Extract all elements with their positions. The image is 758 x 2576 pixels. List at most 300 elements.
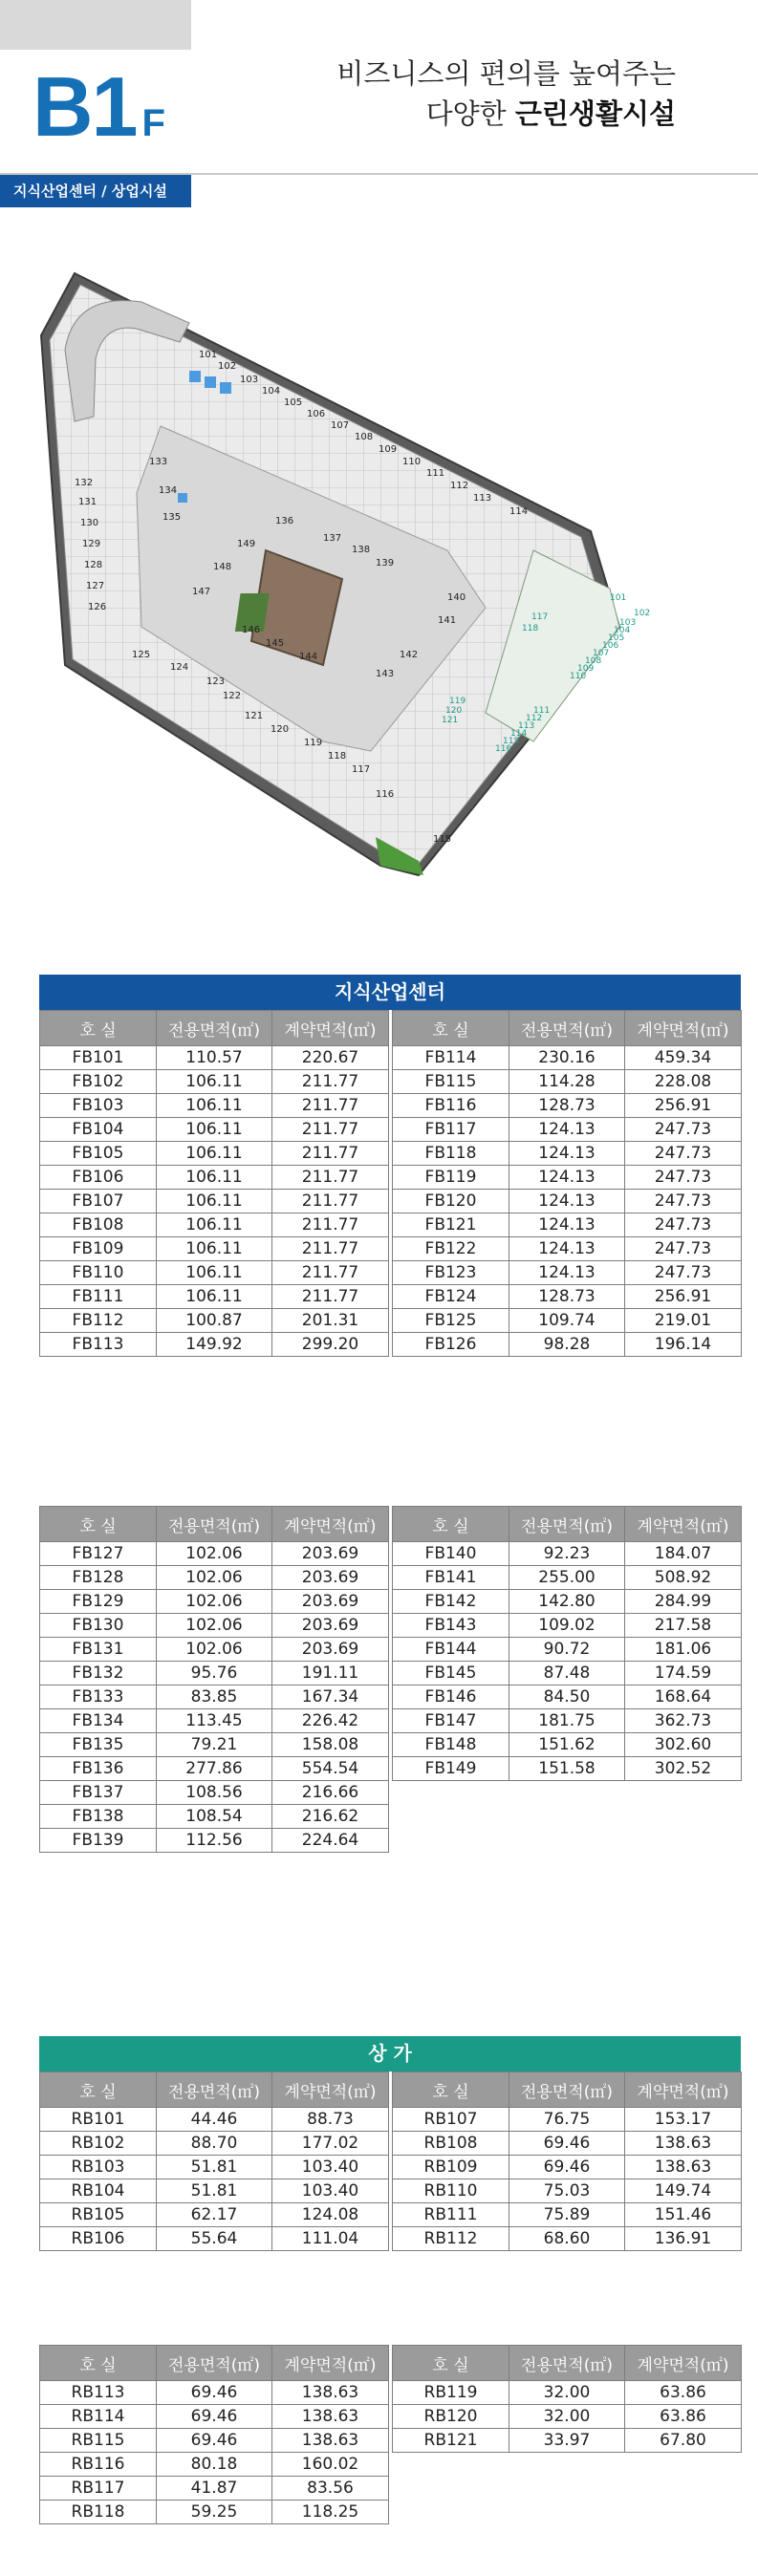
col-header-contract-area: 계약면적(㎡) <box>272 1507 389 1542</box>
unit-cell: RB117 <box>40 2477 157 2501</box>
unit-cell: RB109 <box>393 2156 509 2179</box>
table-row <box>40 1805 389 1829</box>
contract-area-cell: 508.92 <box>625 1566 742 1590</box>
unit-cell: FB144 <box>393 1638 509 1662</box>
table-row <box>393 1166 742 1190</box>
unit-label: 112 <box>450 481 469 491</box>
contract-area-cell: 151.46 <box>625 2203 742 2227</box>
contract-area-cell: 211.77 <box>272 1237 389 1261</box>
unit-label: 142 <box>400 650 419 660</box>
unit-label: 134 <box>159 485 178 496</box>
col-header-exclusive-area: 전용면적(㎡) <box>509 2072 625 2108</box>
contract-area-cell: 217.58 <box>625 1614 742 1638</box>
unit-cell: FB133 <box>40 1685 157 1709</box>
table-row <box>393 1333 742 1357</box>
unit-label: 135 <box>162 512 182 523</box>
unit-cell: FB135 <box>40 1733 157 1757</box>
unit-label: 143 <box>376 669 395 679</box>
unit-label: 141 <box>438 615 457 626</box>
col-header-unit: 호 실 <box>393 1507 509 1542</box>
contract-area-cell: 138.63 <box>625 2132 742 2156</box>
unit-label: 140 <box>447 592 466 603</box>
table-row <box>40 1590 389 1614</box>
exclusive-area-cell: 113.45 <box>157 1709 272 1733</box>
unit-cell: FB123 <box>393 1261 509 1285</box>
contract-area-cell: 247.73 <box>625 1190 742 1213</box>
exclusive-area-cell: 128.73 <box>509 1285 625 1309</box>
retail-label: 118 <box>522 624 539 633</box>
contract-area-cell: 136.91 <box>625 2227 742 2251</box>
unit-label: 136 <box>275 516 294 526</box>
table-row <box>40 1142 389 1166</box>
table-row <box>393 2108 742 2132</box>
unit-label: 131 <box>78 497 97 507</box>
table-row <box>40 2203 389 2227</box>
table-row <box>393 1709 742 1733</box>
table-row <box>393 2132 742 2156</box>
unit-cell: FB113 <box>40 1333 157 1357</box>
col-header-exclusive-area: 전용면적(㎡) <box>509 1507 625 1542</box>
unit-label: 126 <box>88 602 107 612</box>
unit-cell: FB125 <box>393 1309 509 1333</box>
contract-area-cell: 247.73 <box>625 1261 742 1285</box>
unit-cell: FB148 <box>393 1733 509 1757</box>
unit-cell: RB121 <box>393 2429 509 2453</box>
exclusive-area-cell: 69.46 <box>157 2429 272 2453</box>
unit-cell: FB114 <box>393 1046 509 1070</box>
table-row <box>40 2453 389 2477</box>
retail-label: 101 <box>610 593 627 603</box>
contract-area-cell: 247.73 <box>625 1237 742 1261</box>
exclusive-area-cell: 230.16 <box>509 1046 625 1070</box>
exclusive-area-cell: 79.21 <box>157 1733 272 1757</box>
exclusive-area-cell: 108.54 <box>157 1805 272 1829</box>
table-row <box>393 1237 742 1261</box>
table-row <box>40 1309 389 1333</box>
contract-area-cell: 160.02 <box>272 2453 389 2477</box>
table-row <box>40 1829 389 1853</box>
table-row <box>393 2179 742 2203</box>
contract-area-cell: 284.99 <box>625 1590 742 1614</box>
retail-label: 114 <box>510 729 528 739</box>
unit-cell: RB110 <box>393 2179 509 2203</box>
unit-cell: FB117 <box>393 1118 509 1142</box>
unit-cell: FB137 <box>40 1781 157 1805</box>
contract-area-cell: 63.86 <box>625 2405 742 2429</box>
exclusive-area-cell: 181.75 <box>509 1709 625 1733</box>
table-row <box>40 1638 389 1662</box>
retail-table-1-left <box>39 2072 389 2251</box>
exclusive-area-cell: 124.13 <box>509 1190 625 1213</box>
table-row <box>40 2227 389 2251</box>
exclusive-area-cell: 95.76 <box>157 1662 272 1685</box>
contract-area-cell: 181.06 <box>625 1638 742 1662</box>
unit-label: 122 <box>223 691 242 701</box>
contract-area-cell: 554.54 <box>272 1757 389 1781</box>
contract-area-cell: 302.60 <box>625 1733 742 1757</box>
contract-area-cell: 153.17 <box>625 2108 742 2132</box>
contract-area-cell: 191.11 <box>272 1662 389 1685</box>
unit-cell: FB112 <box>40 1309 157 1333</box>
exclusive-area-cell: 142.80 <box>509 1590 625 1614</box>
table-row <box>393 1046 742 1070</box>
table-row <box>393 1190 742 1213</box>
exclusive-area-cell: 51.81 <box>157 2179 272 2203</box>
unit-cell: RB104 <box>40 2179 157 2203</box>
table-row <box>393 2227 742 2251</box>
retail-label: 121 <box>442 716 459 725</box>
table-row <box>40 1094 389 1118</box>
table-row <box>40 1781 389 1805</box>
table-row <box>40 1709 389 1733</box>
unit-cell: RB112 <box>393 2227 509 2251</box>
exclusive-area-cell: 32.00 <box>509 2381 625 2405</box>
exclusive-area-cell: 124.13 <box>509 1213 625 1237</box>
exclusive-area-cell: 90.72 <box>509 1638 625 1662</box>
retail-label: 102 <box>634 609 651 618</box>
unit-cell: FB118 <box>393 1142 509 1166</box>
exclusive-area-cell: 69.46 <box>157 2405 272 2429</box>
col-header-unit: 호 실 <box>40 1507 157 1542</box>
table-row <box>40 1285 389 1309</box>
unit-label: 128 <box>84 560 103 570</box>
contract-area-cell: 138.63 <box>272 2381 389 2405</box>
category-badge: 지식산업센터 / 상업시설 <box>0 175 191 207</box>
table-row <box>393 2429 742 2453</box>
unit-label: 116 <box>376 789 395 800</box>
table-row <box>40 2477 389 2501</box>
exclusive-area-cell: 76.75 <box>509 2108 625 2132</box>
exclusive-area-cell: 102.06 <box>157 1638 272 1662</box>
contract-area-cell: 118.25 <box>272 2501 389 2524</box>
exclusive-area-cell: 106.11 <box>157 1070 272 1094</box>
retail-label: 117 <box>531 612 549 622</box>
unit-cell: FB102 <box>40 1070 157 1094</box>
unit-cell: FB140 <box>393 1542 509 1566</box>
contract-area-cell: 138.63 <box>625 2156 742 2179</box>
unit-cell: FB105 <box>40 1142 157 1166</box>
exclusive-area-cell: 106.11 <box>157 1237 272 1261</box>
unit-label: 121 <box>245 711 264 721</box>
table-row <box>40 1261 389 1285</box>
unit-label: 103 <box>240 375 259 385</box>
retail-label: 115 <box>503 737 520 746</box>
retail-label: 105 <box>608 633 625 643</box>
exclusive-area-cell: 106.11 <box>157 1285 272 1309</box>
contract-area-cell: 63.86 <box>625 2381 742 2405</box>
table-row <box>393 1733 742 1757</box>
exclusive-area-cell: 98.28 <box>509 1333 625 1357</box>
unit-cell: FB146 <box>393 1685 509 1709</box>
retail-label: 108 <box>585 656 602 666</box>
table-row <box>40 1614 389 1638</box>
unit-cell: RB106 <box>40 2227 157 2251</box>
exclusive-area-cell: 124.13 <box>509 1237 625 1261</box>
exclusive-area-cell: 112.56 <box>157 1829 272 1853</box>
col-header-exclusive-area: 전용면적(㎡) <box>509 2346 625 2381</box>
exclusive-area-cell: 106.11 <box>157 1094 272 1118</box>
exclusive-area-cell: 128.73 <box>509 1094 625 1118</box>
table-row <box>393 1614 742 1638</box>
table-row <box>393 1094 742 1118</box>
table-row <box>393 1118 742 1142</box>
table-row <box>393 1542 742 1566</box>
contract-area-cell: 167.34 <box>272 1685 389 1709</box>
exclusive-area-cell: 102.06 <box>157 1590 272 1614</box>
table-row <box>40 1685 389 1709</box>
retail-label: 120 <box>445 706 463 716</box>
unit-label: 118 <box>328 751 347 762</box>
exclusive-area-cell: 55.64 <box>157 2227 272 2251</box>
table-row <box>393 1070 742 1094</box>
table-row <box>393 1590 742 1614</box>
table-row <box>393 1685 742 1709</box>
contract-area-cell: 201.31 <box>272 1309 389 1333</box>
unit-label: 146 <box>242 625 261 635</box>
col-header-exclusive-area: 전용면적(㎡) <box>157 2072 272 2108</box>
unit-label: 109 <box>379 444 398 455</box>
unit-cell: FB110 <box>40 1261 157 1285</box>
contract-area-cell: 88.73 <box>272 2108 389 2132</box>
col-header-contract-area: 계약면적(㎡) <box>272 2346 389 2381</box>
unit-cell: FB138 <box>40 1805 157 1829</box>
col-header-unit: 호 실 <box>393 1011 509 1046</box>
exclusive-area-cell: 87.48 <box>509 1662 625 1685</box>
unit-label: 107 <box>331 420 350 431</box>
unit-label: 111 <box>426 468 445 479</box>
unit-cell: RB101 <box>40 2108 157 2132</box>
unit-cell: FB107 <box>40 1190 157 1213</box>
unit-cell: FB109 <box>40 1237 157 1261</box>
retail-label: 119 <box>449 697 466 706</box>
exclusive-area-cell: 124.13 <box>509 1261 625 1285</box>
contract-area-cell: 174.59 <box>625 1662 742 1685</box>
table-row <box>393 2156 742 2179</box>
unit-cell: RB114 <box>40 2405 157 2429</box>
unit-cell: RB111 <box>393 2203 509 2227</box>
contract-area-cell: 196.14 <box>625 1333 742 1357</box>
contract-area-cell: 211.77 <box>272 1142 389 1166</box>
unit-label: 119 <box>304 738 323 748</box>
retail-label: 106 <box>602 641 619 651</box>
contract-area-cell: 211.77 <box>272 1118 389 1142</box>
retail-table-1-right <box>392 2072 742 2251</box>
contract-area-cell: 211.77 <box>272 1261 389 1285</box>
contract-area-cell: 67.80 <box>625 2429 742 2453</box>
unit-label: 115 <box>433 834 452 845</box>
contract-area-cell: 203.69 <box>272 1542 389 1566</box>
table-row <box>40 2156 389 2179</box>
exclusive-area-cell: 102.06 <box>157 1614 272 1638</box>
unit-cell: FB145 <box>393 1662 509 1685</box>
exclusive-area-cell: 69.46 <box>509 2156 625 2179</box>
contract-area-cell: 211.77 <box>272 1166 389 1190</box>
contract-area-cell: 256.91 <box>625 1094 742 1118</box>
exclusive-area-cell: 106.11 <box>157 1118 272 1142</box>
exclusive-area-cell: 106.11 <box>157 1213 272 1237</box>
tagline <box>336 54 676 134</box>
table-row <box>40 1566 389 1590</box>
unit-label: 114 <box>509 506 529 517</box>
unit-label: 106 <box>307 409 326 419</box>
unit-label: 148 <box>213 562 232 572</box>
col-header-exclusive-area: 전용면적(㎡) <box>157 1011 272 1046</box>
unit-cell: FB128 <box>40 1566 157 1590</box>
unit-label: 127 <box>86 581 105 591</box>
table-row <box>393 2203 742 2227</box>
col-header-unit: 호 실 <box>393 2072 509 2108</box>
unit-cell: FB104 <box>40 1118 157 1142</box>
unit-cell: RB116 <box>40 2453 157 2477</box>
retail-table-2-right <box>392 2345 742 2453</box>
unit-label: 110 <box>402 457 422 467</box>
exclusive-area-cell: 44.46 <box>157 2108 272 2132</box>
unit-label: 130 <box>80 518 99 528</box>
table-row <box>393 2405 742 2429</box>
unit-label: 133 <box>149 457 168 467</box>
exclusive-area-cell: 68.60 <box>509 2227 625 2251</box>
table-row <box>393 1261 742 1285</box>
col-header-contract-area: 계약면적(㎡) <box>272 2072 389 2108</box>
exclusive-area-cell: 106.11 <box>157 1261 272 1285</box>
table-row <box>40 1190 389 1213</box>
contract-area-cell: 168.64 <box>625 1685 742 1709</box>
retail-label: 103 <box>619 618 637 628</box>
retail-label: 110 <box>570 672 587 681</box>
unit-cell: FB106 <box>40 1166 157 1190</box>
contract-area-cell: 184.07 <box>625 1542 742 1566</box>
unit-cell: FB139 <box>40 1829 157 1853</box>
table-row <box>40 1213 389 1237</box>
unit-cell: FB126 <box>393 1333 509 1357</box>
contract-area-cell: 228.08 <box>625 1070 742 1094</box>
col-header-contract-area: 계약면적(㎡) <box>625 1011 742 1046</box>
exclusive-area-cell: 100.87 <box>157 1309 272 1333</box>
exclusive-area-cell: 277.86 <box>157 1757 272 1781</box>
exclusive-area-cell: 149.92 <box>157 1333 272 1357</box>
table-row <box>40 2501 389 2524</box>
unit-cell: FB149 <box>393 1757 509 1781</box>
table-row <box>393 1638 742 1662</box>
exclusive-area-cell: 69.46 <box>157 2381 272 2405</box>
unit-label: 125 <box>132 650 151 660</box>
unit-cell: RB103 <box>40 2156 157 2179</box>
knowledge-table-1-left <box>39 1010 389 1357</box>
contract-area-cell: 177.02 <box>272 2132 389 2156</box>
contract-area-cell: 211.77 <box>272 1190 389 1213</box>
exclusive-area-cell: 102.06 <box>157 1566 272 1590</box>
retail-label: 116 <box>495 744 512 754</box>
exclusive-area-cell: 83.85 <box>157 1685 272 1709</box>
contract-area-cell: 138.63 <box>272 2429 389 2453</box>
contract-area-cell: 203.69 <box>272 1638 389 1662</box>
exclusive-area-cell: 106.11 <box>157 1190 272 1213</box>
col-header-exclusive-area: 전용면적(㎡) <box>157 1507 272 1542</box>
unit-label: 117 <box>352 764 371 775</box>
unit-cell: FB120 <box>393 1190 509 1213</box>
retail-label: 112 <box>526 714 543 723</box>
exclusive-area-cell: 41.87 <box>157 2477 272 2501</box>
exclusive-area-cell: 108.56 <box>157 1781 272 1805</box>
table-row <box>40 2179 389 2203</box>
contract-area-cell: 103.40 <box>272 2179 389 2203</box>
contract-area-cell: 211.77 <box>272 1285 389 1309</box>
col-header-contract-area: 계약면적(㎡) <box>625 2072 742 2108</box>
unit-label: 138 <box>352 545 371 555</box>
exclusive-area-cell: 75.03 <box>509 2179 625 2203</box>
col-header-contract-area: 계약면적(㎡) <box>272 1011 389 1046</box>
unit-cell: RB118 <box>40 2501 157 2524</box>
exclusive-area-cell: 92.23 <box>509 1542 625 1566</box>
table-row <box>40 1733 389 1757</box>
unit-cell: FB134 <box>40 1709 157 1733</box>
contract-area-cell: 203.69 <box>272 1614 389 1638</box>
table-row <box>40 1118 389 1142</box>
unit-cell: FB111 <box>40 1285 157 1309</box>
table-row <box>393 2381 742 2405</box>
unit-cell: FB103 <box>40 1094 157 1118</box>
col-header-contract-area: 계약면적(㎡) <box>625 1507 742 1542</box>
contract-area-cell: 247.73 <box>625 1166 742 1190</box>
contract-area-cell: 220.67 <box>272 1046 389 1070</box>
exclusive-area-cell: 69.46 <box>509 2132 625 2156</box>
exclusive-area-cell: 124.13 <box>509 1166 625 1190</box>
contract-area-cell: 216.62 <box>272 1805 389 1829</box>
col-header-unit: 호 실 <box>393 2346 509 2381</box>
exclusive-area-cell: 151.58 <box>509 1757 625 1781</box>
exclusive-area-cell: 109.74 <box>509 1309 625 1333</box>
table-row <box>40 2108 389 2132</box>
exclusive-area-cell: 124.13 <box>509 1118 625 1142</box>
knowledge-table-2-left <box>39 1506 389 1853</box>
table-row <box>393 1309 742 1333</box>
unit-label: 137 <box>323 533 342 544</box>
table-row <box>393 1757 742 1781</box>
exclusive-area-cell: 114.28 <box>509 1070 625 1094</box>
contract-area-cell: 216.66 <box>272 1781 389 1805</box>
unit-cell: FB132 <box>40 1662 157 1685</box>
retail-section-title: 상 가 <box>39 2036 741 2072</box>
unit-label: 144 <box>299 652 318 662</box>
exclusive-area-cell: 106.11 <box>157 1142 272 1166</box>
exclusive-area-cell: 88.70 <box>157 2132 272 2156</box>
exclusive-area-cell: 255.00 <box>509 1566 625 1590</box>
contract-area-cell: 302.52 <box>625 1757 742 1781</box>
retail-table-2-left <box>39 2345 389 2524</box>
tagline-line2: 다양한 근린생활시설 <box>425 97 676 130</box>
unit-label: 113 <box>473 493 492 504</box>
contract-area-cell: 124.08 <box>272 2203 389 2227</box>
unit-cell: FB131 <box>40 1638 157 1662</box>
exclusive-area-cell: 102.06 <box>157 1542 272 1566</box>
contract-area-cell: 138.63 <box>272 2405 389 2429</box>
unit-label: 101 <box>199 350 218 360</box>
unit-cell: RB119 <box>393 2381 509 2405</box>
col-header-unit: 호 실 <box>40 2346 157 2381</box>
contract-area-cell: 203.69 <box>272 1590 389 1614</box>
unit-cell: FB124 <box>393 1285 509 1309</box>
table-row <box>40 1757 389 1781</box>
exclusive-area-cell: 110.57 <box>157 1046 272 1070</box>
exclusive-area-cell: 33.97 <box>509 2429 625 2453</box>
exclusive-area-cell: 151.62 <box>509 1733 625 1757</box>
unit-label: 132 <box>75 478 94 488</box>
exclusive-area-cell: 32.00 <box>509 2405 625 2429</box>
contract-area-cell: 158.08 <box>272 1733 389 1757</box>
unit-label: 108 <box>355 432 374 442</box>
unit-label: 149 <box>237 539 256 549</box>
exclusive-area-cell: 75.89 <box>509 2203 625 2227</box>
